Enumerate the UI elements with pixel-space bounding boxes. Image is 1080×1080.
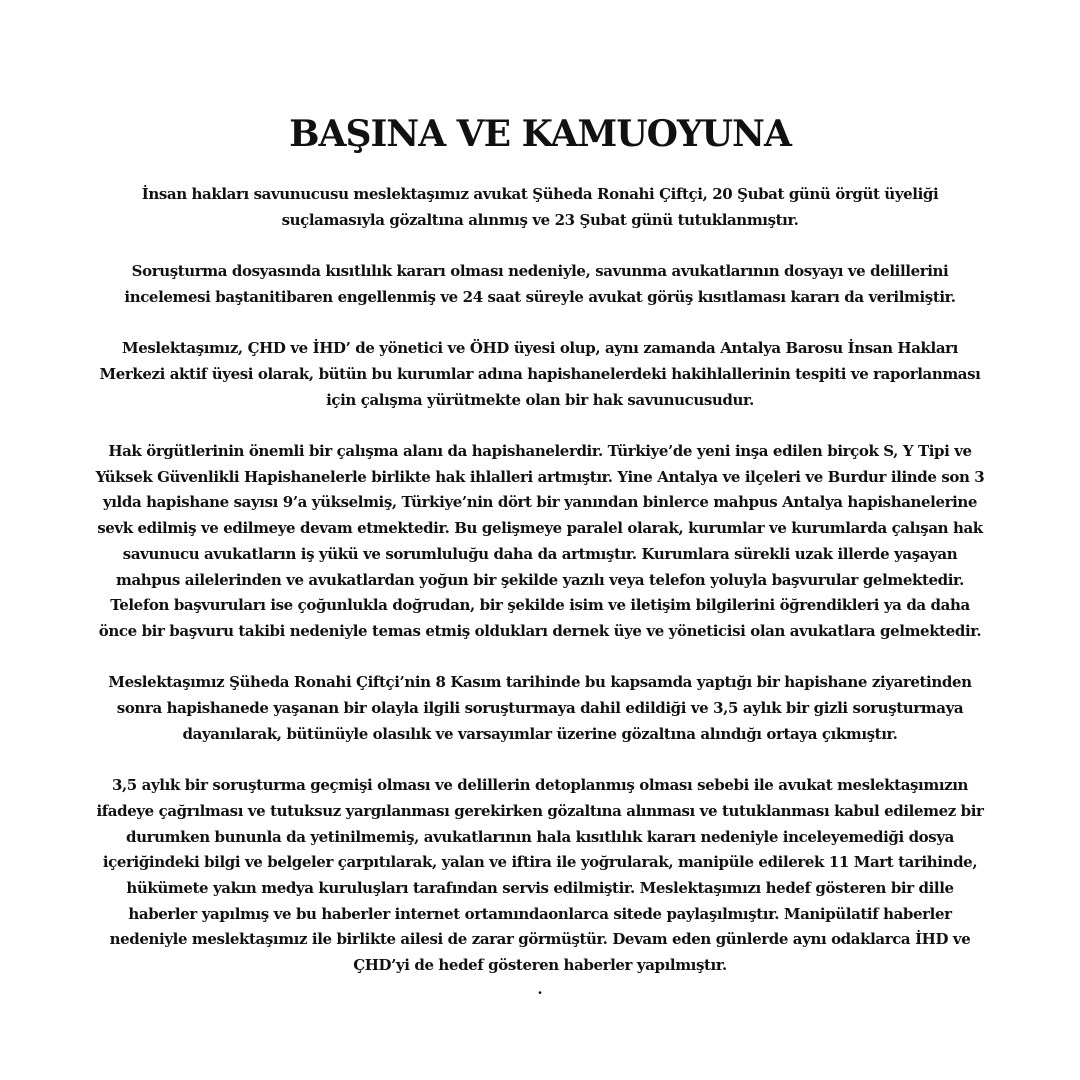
paragraph-prisons: Hak örgütlerinin önemli bir çalışma alanı da hapishanelerdir. Türkiye’de yeni inşa edilen birçok S, Y Tipi ve Yüksek Güvenlikli Hapishanelerle birlikte hak ihlalleri artmıştır. Yine Antalya ve ilçeleri ve Burdur ilinde son 3 yılda hapishane sayısı 9’a yükselmiş, Türkiye’nin dört bir yanından binlerce mahpus Antalya hapishanelerine sevk edilmiş ve edilmeye devam etmektedir. Bu gelişmeye paralel olarak, kurumlar ve kurumlarda çalışan hak savunucu avukatların iş yükü ve sorumluluğu daha da artmıştır. Kurumlara sürekli uzak illerde yaşayan mahpus ailelerinden ve avukatlardan yoğun bir şekilde yazılı veya telefon yoluyla başvurular gelmektedir. Telefon başvuruları ise çoğunlukla doğrudan, bir şekilde isim ve iletişim bilgilerini öğrendikleri ya da daha önce bir başvuru takibi nedeniyle temas etmiş oldukları dernek üye ve yöneticisi olan avukatlara gelmektedir. xyxy=(95,441,985,640)
paragraph-arrest: İnsan hakları savunucusu meslektaşımız avukat Şüheda Ronahi Çiftçi, 20 Şubat günü örgüt üyeliği suçlamasıyla gözaltına alınmış ve 23 Şubat günü tutuklanmıştır. xyxy=(141,185,939,229)
paragraph-colleague-role: Meslektaşımız, ÇHD ve İHD’ de yönetici ve ÖHD üyesi olup, aynı zamanda Antalya Barosu İnsan Hakları Merkezi aktif üyesi olarak, bütün bu kurumlar adına hapishanelerdeki hakihlallerinin tespiti ve raporlanması için çalışma yürütmekte olan bir hak savunucusudur. xyxy=(99,339,981,409)
letter-page xyxy=(90,112,990,999)
paragraph-investigation: Meslektaşımız Şüheda Ronahi Çiftçi’nin 8 Kasım tarihinde bu kapsamda yaptığı bir hapishane ziyaretinden sonra hapishanede yaşanan bir olayla ilgili soruşturmaya dahil edildiği ve 3,5 aylık bir gizli soruşturmaya dayanılarak, bütünüyle olasılık ve varsayımlar üzerine gözaltına alındığı ortaya çıkmıştır. xyxy=(108,673,972,743)
paragraph-media: 3,5 aylık bir soruşturma geçmişi olması ve delillerin detoplanmış olması sebebi ile avukat meslektaşımızın ifadeye çağrılması ve tutuksuz yargılanması gerekirken gözaltına alınması ve tutuklanması kabul edilemez bir durumken bununla da yetinilmemiş, avukatlarının hala kısıtlılık kararı nedeniyle inceleyemediği dosya içeriğindeki bilgi ve belgeler çarpıtılarak, yalan ve iftira ile yoğrularak, manipüle edilerek 11 Mart tarihinde, hükümete yakın medya kuruluşları tarafından servis edilmiştir. Meslektaşımızı hedef gösteren bir dille haberler yapılmış ve bu haberler internet ortamındaonlarca sitede paylaşılmıştır. Manipülatif haberler nedeniyle meslektaşımız ile birlikte ailesi de zarar görmüştür. Devam eden günlerde aynı odaklarca İHD ve ÇHD’yi de hedef gösteren haberler yapılmıştır. xyxy=(96,776,984,975)
end-mark: . xyxy=(537,979,543,998)
paragraph-restriction: Soruşturma dosyasında kısıtlılık kararı olması nedeniyle, savunma avukatlarının dosyayı ve delillerini incelemesi baştanitibaren engellenmiş ve 24 saat süreyle avukat görüş kısıtlaması kararı da verilmiştir. xyxy=(124,262,956,306)
document-title: BAŞINA VE KAMUOYUNA xyxy=(289,113,791,155)
